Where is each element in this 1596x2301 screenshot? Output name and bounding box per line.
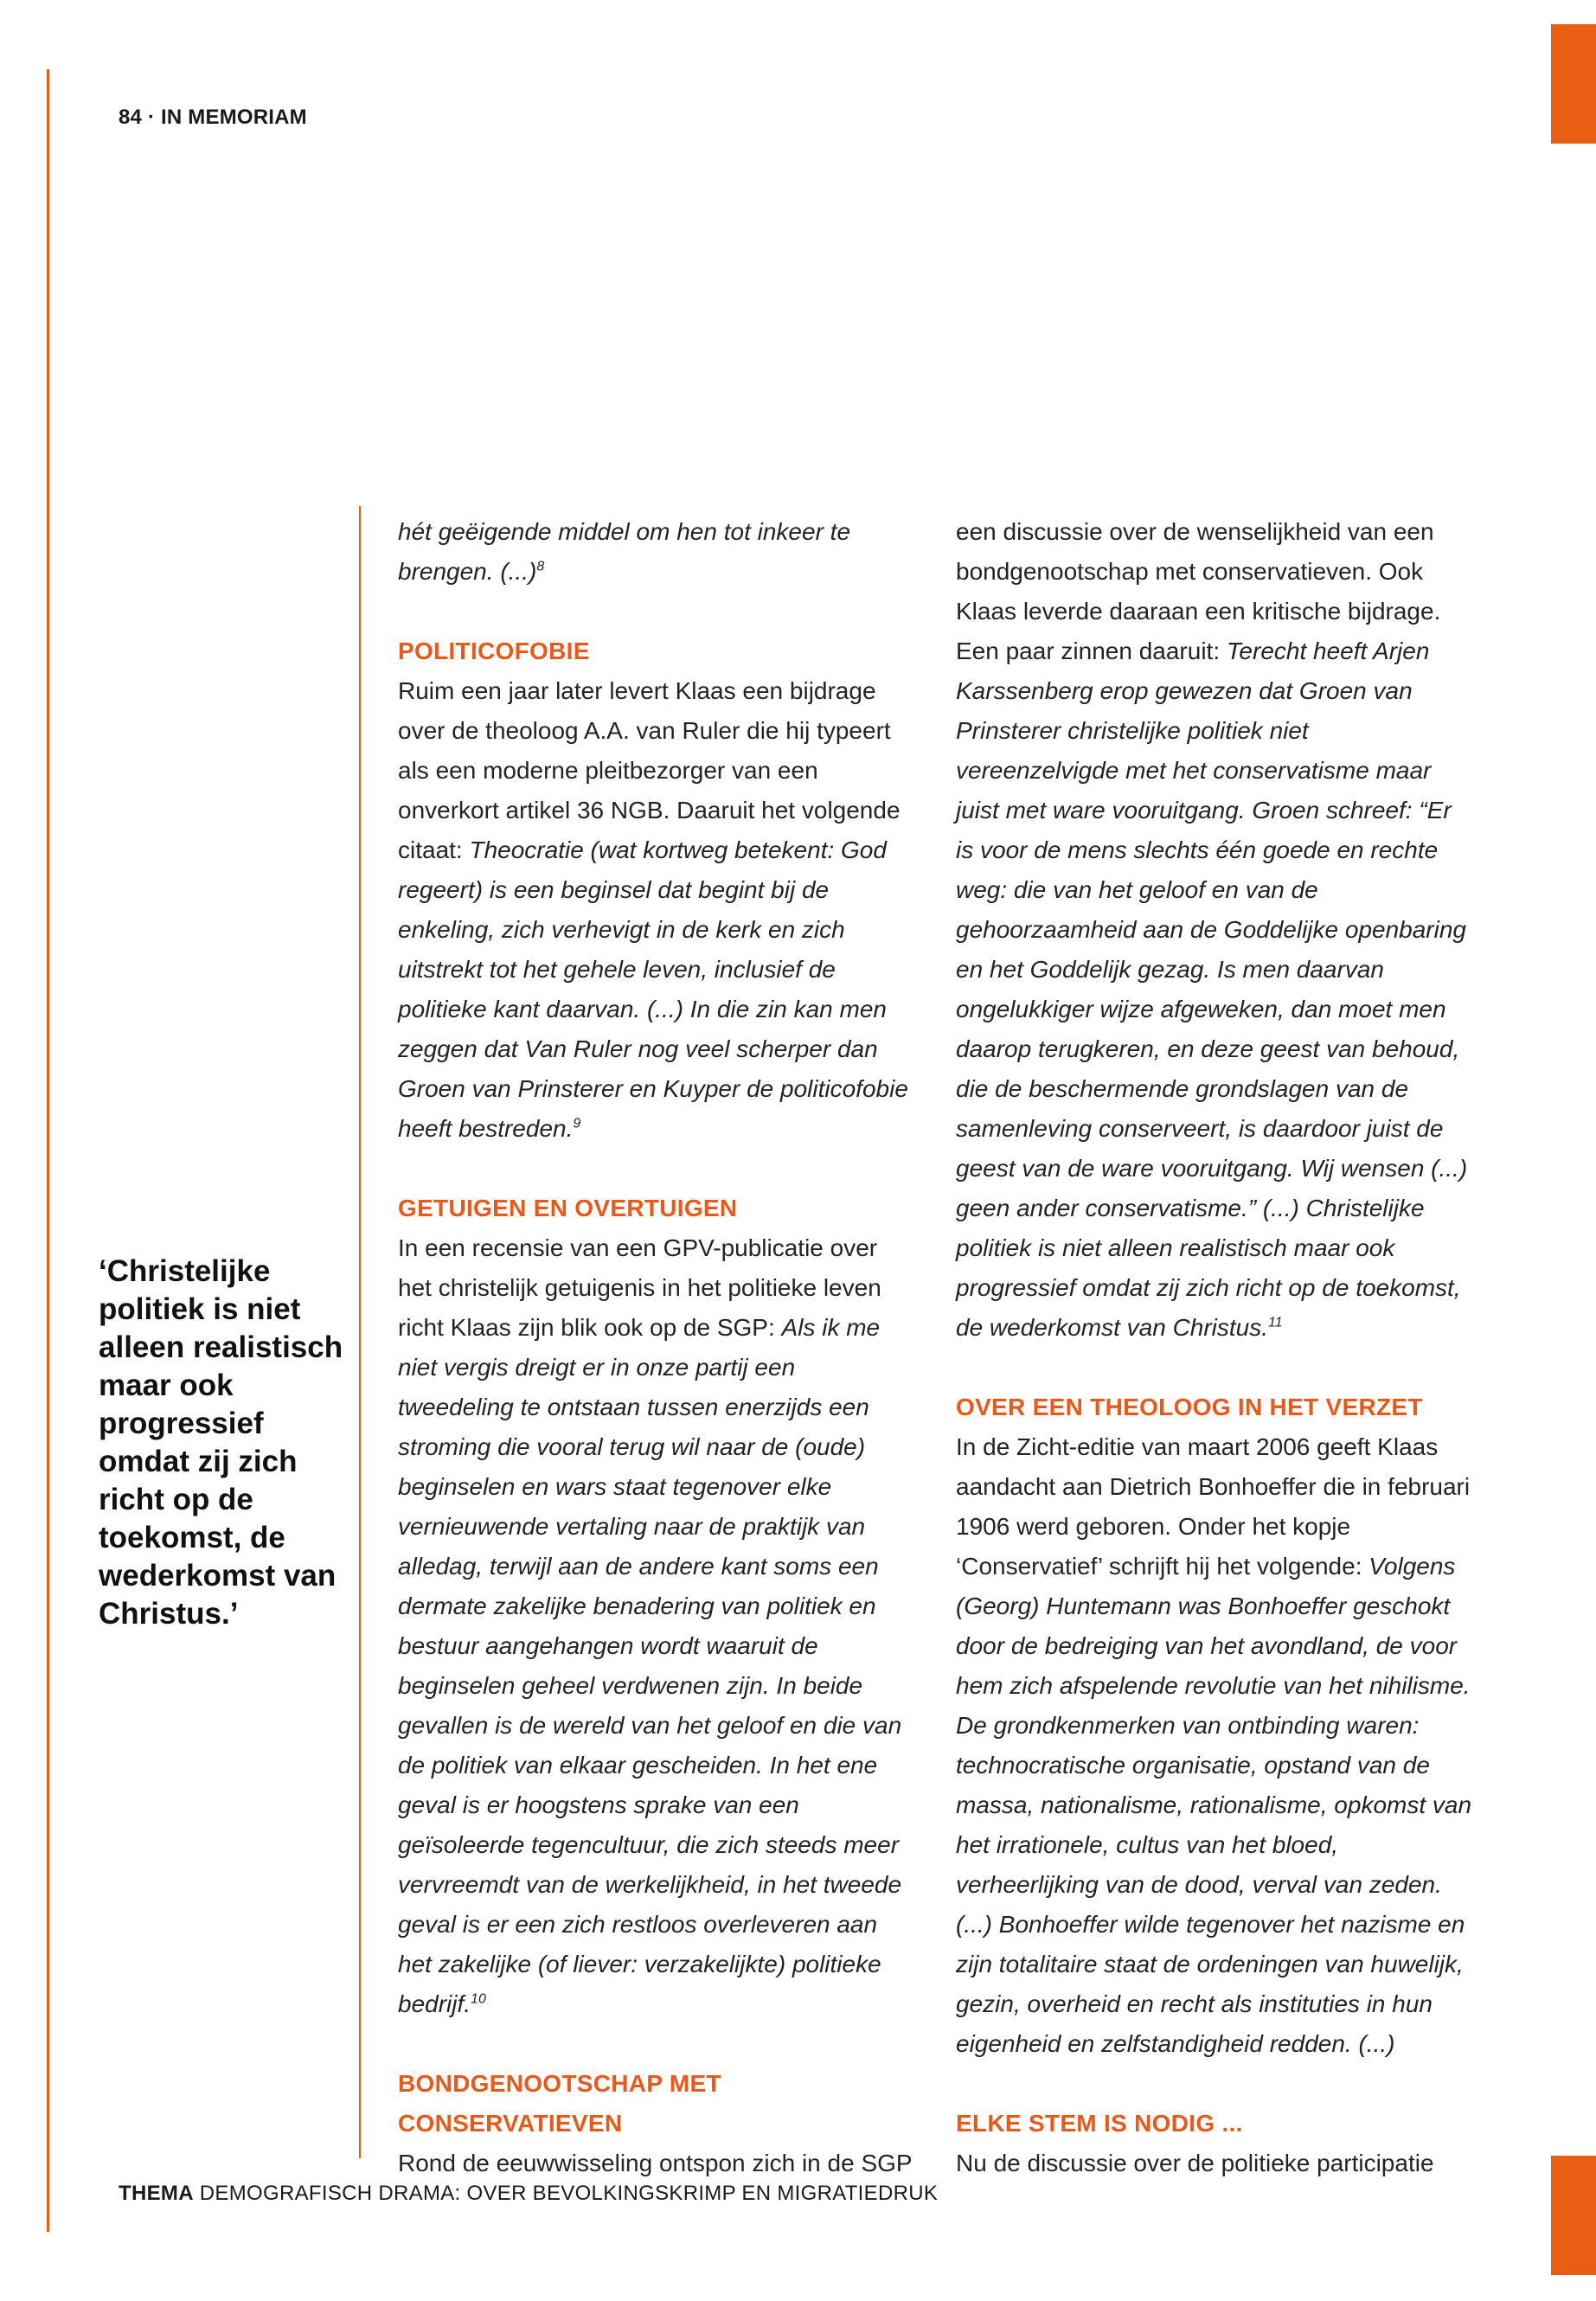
orange-tab-top xyxy=(1551,24,1596,144)
margin-rule-left xyxy=(47,69,49,2232)
section-heading-elke-stem: ELKE STEM IS NODIG ... xyxy=(956,2110,1243,2137)
text-column-1 xyxy=(398,512,917,2183)
paragraph-getuigen: In een recensie van een GPV-publicatie over het christelijk getuigenis in het politieke leven richt Klaas zijn blik ook op de SGP: Als ik me niet vergis dreigt er in onze partij een tweedeling te ontstaan tussen enerzijds een stroming die vooral terug wil naar de (oude) beginselen en wars staat tegenover elke vernieuwende vertaling naar de praktijk van alledag, terwijl aan de andere kant soms een dermate zakelijke benadering van politiek en bestuur aangehangen wordt waaruit de beginselen geheel verdwenen zijn. In beide gevallen is de wereld van het geloof en die van de politiek van elkaar gescheiden. In het ene geval is er hoogstens sprake van een geïsoleerde tegencultuur, die zich steeds meer vervreemdt van de werkelijkheid, in het tweede geval is er een zich restloos overleveren aan het zakelijke (of liever: verzakelijkte) politieke bedrijf.$^{10}$ xyxy=(398,1234,902,2017)
section-heading-bondgenootschap: BONDGENOOTSCHAP MET CONSERVATIEVEN xyxy=(398,2070,721,2137)
pull-quote: ‘Christelijke politiek is niet alleen realistisch maar ook progressief omdat zij zich richt op de toekomst, de wederkomst van Christus.’ xyxy=(99,1254,343,1631)
paragraph-conservatieven: een discussie over de wenselijkheid van een bondgenootschap met conservatieven. Ook Klaas leverde daaraan een kritische bijdrage. Een paar zinnen daaruit: Terecht heeft Arjen Karssenberg erop gewezen dat Groen van Prinsterer christelijke politiek niet vereenzelvigde met het conservatisme maar juist met ware vooruitgang. Groen schreef: “Er is voor de mens slechts één goede en rechte weg: die van het geloof en van de gehoorzaamheid aan de Goddelijke openbaring en het Goddelijk gezag. Is men daarvan ongelukkiger wijze afgeweken, dan moet men daarop terugkeren, en deze geest van behoud, die de beschermende grondslagen van de samenleving conserveert, is daardoor juist de geest van de ware vooruitgang. Wij wensen (...) geen ander conservatisme.” (...) Christelijke politiek is niet alleen realistisch maar ook progressief omdat zij zich richt op de toekomst, de wederkomst van Christus.$^{11}$ xyxy=(956,518,1468,1341)
section-heading-getuigen: GETUIGEN EN OVERTUIGEN xyxy=(398,1195,738,1221)
section-heading-politicofobie: POLITICOFOBIE xyxy=(398,638,590,664)
paragraph-theoloog: In de Zicht-editie van maart 2006 geeft Klaas aandacht aan Dietrich Bonhoeffer die in februari 1906 werd geboren. Onder het kopje ‘Conservatief’ schrijft hij het volgende: Volgens (Georg) Huntemann was Bonhoeffer geschokt door de bedreiging van het avondland, de voor hem zich afspelende revolutie van het nihilisme. De grondkenmerken van ontbinding waren: technocratische organisatie, opstand van de massa, nationalisme, rationalisme, opkomst van het irrationele, cultus van het bloed, verheerlijking van de dood, verval van zeden. (...) Bonhoeffer wilde tegenover het nazisme en zijn totalitaire staat de ordeningen van huwelijk, gezin, overheid en recht als instituties in hun eigenheid en zelfstandigheid redden. (...) xyxy=(956,1433,1472,2057)
page-header: 84 · IN MEMORIAM xyxy=(119,106,307,129)
column-rule xyxy=(359,506,361,2158)
section-heading-theoloog: OVER EEN THEOLOOG IN HET VERZET xyxy=(956,1394,1423,1420)
orange-tab-bottom xyxy=(1551,2156,1596,2275)
page-footer xyxy=(119,2182,938,2206)
paragraph-politicofobie: Ruim een jaar later levert Klaas een bijdrage over de theoloog A.A. van Ruler die hij typeert als een moderne pleitbezorger van een onverkort artikel 36 NGB. Daaruit het volgende citaat: Theocratie (wat kortweg betekent: God regeert) is een beginsel dat begint bij de enkeling, zich verhevigt in de kerk en zich uitstrekt tot het gehele leven, inclusief de politieke kant daarvan. (...) In die zin kan men zeggen dat Van Ruler nog veel scherper dan Groen van Prinsterer en Kuyper de politicofobie heeft bestreden.$^9$ xyxy=(398,677,908,1142)
text-column-2 xyxy=(956,512,1475,2183)
paragraph-bondgenootschap: Rond de eeuwwisseling ontspon zich in de SGP xyxy=(398,2150,913,2176)
paragraph-intro: hét geëigende middel om hen tot inkeer te brengen. (...)$^8$ xyxy=(398,518,851,585)
footer-text: DEMOGRAFISCH DRAMA: OVER BEVOLKINGSKRIMP EN MIGRATIEDRUK xyxy=(199,2182,939,2205)
paragraph-elke-stem: Nu de discussie over de politieke participatie xyxy=(956,2150,1434,2176)
footer-label: THEMA xyxy=(119,2182,194,2205)
